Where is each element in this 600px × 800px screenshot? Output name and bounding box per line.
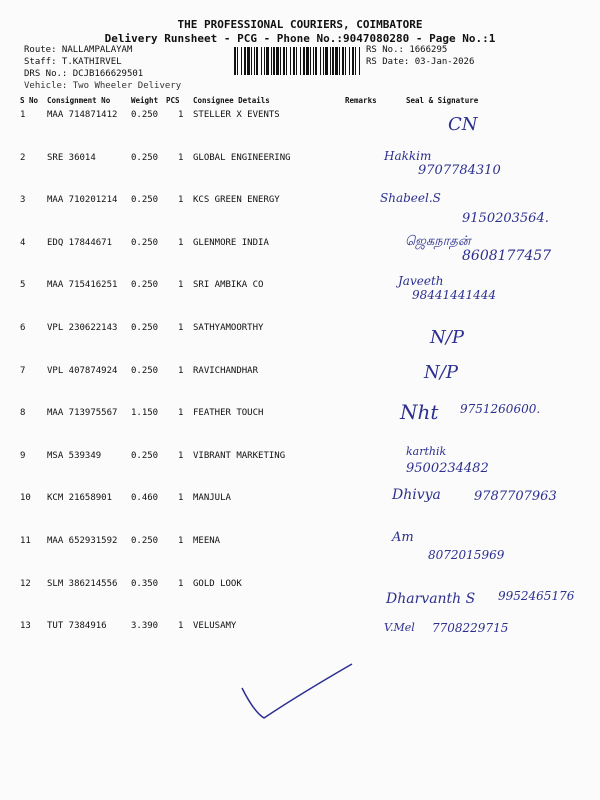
- handwritten-stroke: [240, 660, 360, 730]
- runsheet-subtitle: Delivery Runsheet - PCG - Phone No.:9047080280 - Page No.:1: [104, 32, 496, 45]
- route-info: Route: NALLAMPALAYAM: [24, 45, 133, 55]
- staff-info: Staff: T.KATHIRVEL: [24, 57, 122, 67]
- row-pcs: 1: [178, 450, 184, 461]
- handwritten-signature: 9150203564.: [462, 211, 549, 227]
- handwritten-signature: N/P: [424, 361, 458, 383]
- company-title: THE PROFESSIONAL COURIERS, COIMBATORE: [177, 18, 423, 31]
- table-row: [0, 400, 600, 428]
- row-weight: 1.150: [131, 408, 159, 419]
- col-header-remarks: Remarks: [345, 96, 377, 105]
- row-consignee: MANJULA: [193, 493, 231, 504]
- row-consignment-no: VPL 407874924: [47, 365, 118, 376]
- row-weight: 0.250: [131, 237, 159, 248]
- row-weight: 0.250: [131, 195, 159, 206]
- row-weight: 0.250: [131, 110, 159, 120]
- row-consignee: SATHYAMOORTHY: [193, 323, 264, 333]
- row-sno: 1: [20, 110, 26, 120]
- row-sno: 7: [20, 365, 26, 376]
- col-header-consignment: Consignment No: [47, 96, 111, 105]
- row-consignment-no: MAA 652931592: [47, 536, 118, 546]
- row-consignment-no: TUT 7384916: [47, 621, 107, 632]
- row-sno: 5: [20, 280, 26, 291]
- row-sno: 9: [20, 450, 26, 461]
- handwritten-signature: V.Mel: [384, 621, 415, 635]
- row-weight: 0.250: [131, 365, 159, 376]
- row-pcs: 1: [178, 365, 184, 376]
- table-row: [0, 110, 600, 135]
- table-row: [0, 323, 600, 348]
- row-sno: 3: [20, 195, 26, 206]
- col-header-sno: S No: [20, 96, 39, 105]
- row-consignment-no: EDQ 17844671: [47, 237, 113, 248]
- table-row: [0, 530, 600, 562]
- row-consignee: KCS GREEN ENERGY: [193, 195, 280, 206]
- handwritten-signature: Nht: [400, 400, 439, 425]
- row-sno: 4: [20, 237, 26, 248]
- handwritten-signature: karthik: [406, 444, 447, 458]
- row-pcs: 1: [178, 493, 184, 504]
- table-row: [0, 578, 600, 607]
- row-consignee: RAVICHANDHAR: [193, 365, 259, 376]
- table-row: [0, 274, 600, 303]
- row-weight: 0.250: [131, 280, 159, 291]
- row-pcs: 1: [178, 110, 184, 120]
- handwritten-signature: 8608177457: [462, 247, 552, 264]
- handwritten-signature: 9751260600.: [460, 402, 541, 417]
- row-weight: 0.250: [131, 536, 159, 546]
- row-pcs: 1: [178, 408, 184, 419]
- row-consignment-no: MSA 539349: [47, 450, 102, 461]
- row-consignee: GOLD LOOK: [193, 578, 242, 589]
- col-header-seal-signature: Seal & Signature: [406, 96, 479, 105]
- table-row: [0, 487, 600, 513]
- barcode-image: [234, 47, 362, 75]
- row-consignment-no: MAA 714871412: [47, 110, 118, 120]
- handwritten-signature: 8072015969: [428, 548, 505, 562]
- row-consignee: VIBRANT MARKETING: [193, 450, 286, 461]
- handwritten-signature: 9952465176: [498, 588, 575, 603]
- handwritten-signature: Dhivya: [392, 487, 441, 504]
- row-consignment-no: SRE 36014: [47, 152, 96, 163]
- row-pcs: 1: [178, 152, 184, 163]
- row-pcs: 1: [178, 323, 184, 333]
- row-sno: 8: [20, 408, 26, 419]
- row-sno: 11: [20, 536, 31, 546]
- table-row: [0, 621, 600, 641]
- row-pcs: 1: [178, 578, 184, 589]
- row-sno: 12: [20, 578, 31, 589]
- row-consignee: FEATHER TOUCH: [193, 408, 264, 419]
- rs-date: RS Date: 03-Jan-2026: [366, 57, 475, 67]
- row-pcs: 1: [178, 536, 184, 546]
- table-row: [0, 233, 600, 264]
- row-consignee: MEENA: [193, 536, 221, 546]
- row-sno: 13: [20, 621, 31, 632]
- handwritten-signature: 98441441444: [412, 288, 496, 303]
- handwritten-signature: ஜெகநாதன்: [405, 233, 471, 249]
- col-header-weight: Weight: [131, 96, 159, 105]
- row-consignment-no: MAA 710201214: [47, 195, 118, 206]
- handwritten-signature: Shabeel.S: [380, 191, 441, 206]
- table-row: [0, 191, 600, 227]
- row-pcs: 1: [178, 237, 184, 248]
- row-consignment-no: MAA 713975567: [47, 408, 118, 419]
- row-sno: 2: [20, 152, 26, 163]
- row-consignee: SRI AMBIKA CO: [193, 280, 264, 291]
- handwritten-signature: 7708229715: [432, 621, 509, 636]
- handwritten-signature: Am: [392, 530, 414, 545]
- row-consignee: STELLER X EVENTS: [193, 110, 280, 120]
- handwritten-signature: CN: [448, 114, 478, 135]
- row-consignee: GLOBAL ENGINEERING: [193, 152, 291, 163]
- row-consignment-no: KCM 21658901: [47, 493, 113, 504]
- row-sno: 6: [20, 323, 26, 333]
- handwritten-signature: 9787707963: [474, 489, 557, 505]
- row-pcs: 1: [178, 621, 184, 632]
- row-pcs: 1: [178, 195, 184, 206]
- handwritten-signature: Hakkim: [384, 148, 432, 163]
- handwritten-signature: N/P: [430, 327, 464, 348]
- rs-number: RS No.: 1666295: [366, 45, 448, 55]
- col-header-pcs: PCS: [166, 96, 180, 105]
- row-pcs: 1: [178, 280, 184, 291]
- drs-number: DRS No.: DCJB166629501: [24, 69, 144, 79]
- row-consignment-no: MAA 715416251: [47, 280, 118, 291]
- row-weight: 3.390: [131, 621, 159, 632]
- handwritten-signature: Javeeth: [398, 274, 444, 289]
- row-weight: 0.250: [131, 152, 159, 163]
- row-consignment-no: VPL 230622143: [47, 323, 118, 333]
- col-header-consignee: Consignee Details: [193, 96, 270, 105]
- row-sno: 10: [20, 493, 31, 504]
- handwritten-signature: 9500234482: [406, 460, 489, 476]
- row-consignee: GLENMORE INDIA: [193, 237, 269, 248]
- vehicle-info: Vehicle: Two Wheeler Delivery: [24, 81, 182, 91]
- table-row: [0, 444, 600, 476]
- handwritten-signature: Dharvanth S: [386, 590, 476, 607]
- handwritten-signature: 9707784310: [418, 162, 501, 178]
- row-weight: 0.350: [131, 578, 159, 589]
- table-row: [0, 148, 600, 178]
- row-weight: 0.460: [131, 493, 159, 504]
- table-row: [0, 361, 600, 386]
- row-consignee: VELUSAMY: [193, 621, 237, 632]
- row-consignment-no: SLM 386214556: [47, 578, 118, 589]
- row-weight: 0.250: [131, 450, 159, 461]
- row-weight: 0.250: [131, 323, 159, 333]
